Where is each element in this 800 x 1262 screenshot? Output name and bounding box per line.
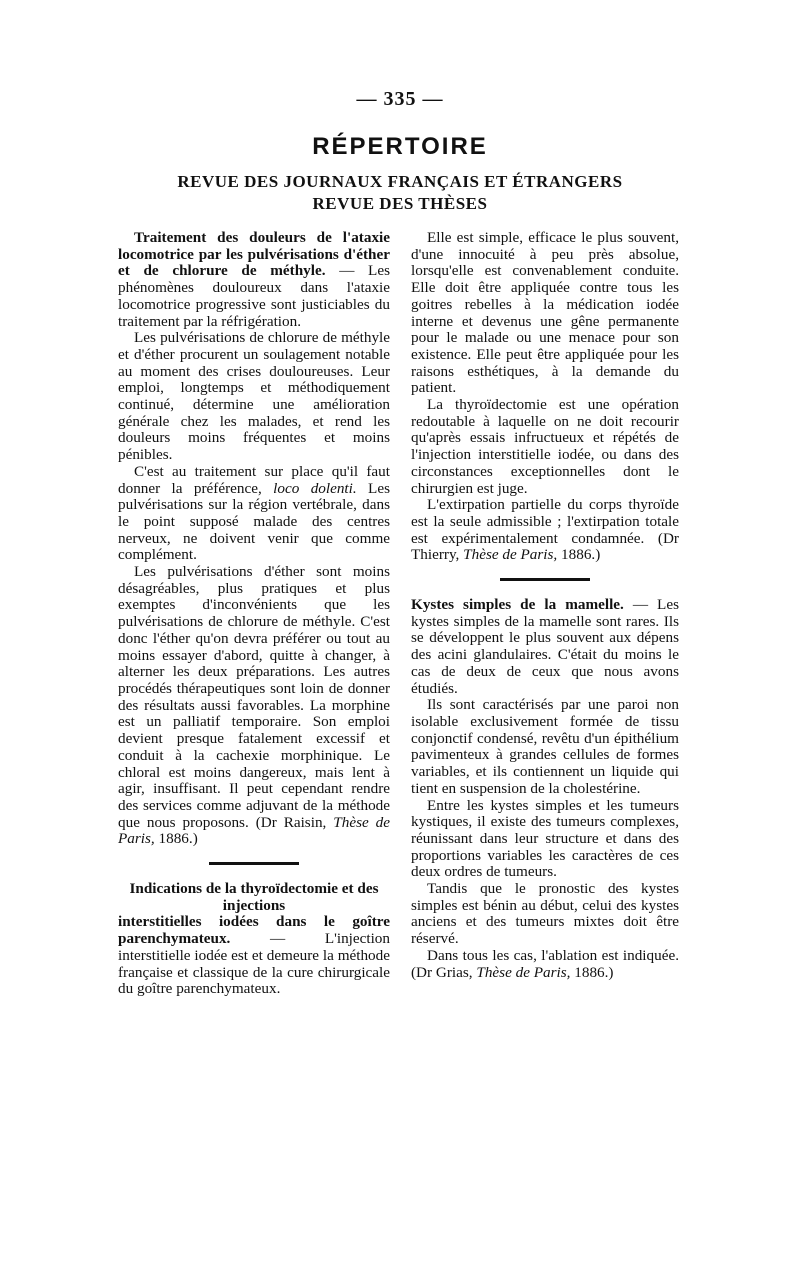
article-kystes-intro (411, 597, 679, 697)
article-title-thyroid-line1: Indications de la thyroïdectomie et des injections (129, 880, 379, 914)
citation-source: Thèse de Paris, (463, 546, 558, 564)
paragraph (411, 948, 679, 981)
paragraph: Elle est simple, efficace le plus souvent, d'une innocuité à peu près absolue, lorsqu'elle est convenablement conduite. Elle doit être appliquée contre tous les goitres rebelles à la médication iodée interne et devenus une gêne permanente pour le malade ou une menace pour son existence. Elle peut être appliquée pour les raisons esthétiques, à la demande du patient. (411, 229, 679, 397)
italic-term: loco dolenti. (273, 479, 357, 497)
article-title-kystes: Kystes simples de la mamelle. (411, 596, 624, 614)
paragraph: Entre les kystes simples et les tumeurs kystiques, il existe des tumeurs complexes, réunissant dans leur structure et dans des proportions variables les caractères de ces deux ordres de tumeurs. (411, 796, 679, 881)
article-separator (500, 578, 590, 581)
citation: (Dr Grias, (411, 963, 477, 981)
paragraph: La thyroïdectomie est une opération redoutable à laquelle on ne doit recourir qu'après essais infructueux et répétés de l'injection interstitielle iodée, ou dans des circonstances exceptionnelles dont le chirurgien est juge. (411, 396, 679, 497)
citation-source: Thèse de Paris, (476, 963, 571, 981)
text-span: Les pulvérisations d'éther sont moins désagréables, plus pratiques et plus exemptes d'inconvénients que les pulvérisations de chlorure de méthyle. C'est donc l'éther qu'on devra préférer ou tout au moins essayer d'abord, quitte à changer, à alterner les deux préparations. Les autres procédés thérapeutiques sont loin de donner des résultats aussi favorables. La morphine est un palliatif temporaire. Son emploi devient presque fatalement excessif et conduit à la cachexie morphinique. Le chloral est moins dangereux, mais lent à agir, insuffisant. Il peut cependant rendre des services comme adjuvant de la méthode que nous proposons. (118, 563, 390, 831)
page-number: — 335 — (356, 88, 444, 110)
article-thyroid-intro (118, 881, 390, 998)
article-title-ataxie: Traitement des douleurs de l'ataxie locomotrice par les pulvérisations d'éther et de chlorure de méthyle. (118, 229, 390, 280)
left-column (118, 230, 390, 998)
article-lead: — Les phénomènes douloureux dans l'ataxie locomotrice progressive sont justiciables du traitement par la réfrigération. (118, 262, 390, 330)
citation-year: 1886.) (557, 546, 601, 564)
right-column (411, 230, 679, 981)
citation-year: 1886.) (570, 963, 614, 981)
text-span: L'extirpation partielle du corps thyroïde est la seule admissible ; l'extirpation totale est expérimentalement condamnée. (411, 496, 679, 547)
paragraph (118, 464, 390, 564)
section-title: RÉPERTOIRE (312, 133, 488, 160)
text-span: C'est au traitement sur place qu'il faut donner la préférence, (118, 462, 390, 497)
text-span: Les pulvérisations sur la région vertébrale, dans le point supposé malade des centres nerveux, ne doivent venir que comme complément. (118, 479, 390, 564)
citation: (Dr Raisin, (248, 813, 334, 831)
article-ataxie-intro (118, 230, 390, 330)
paragraph (118, 564, 390, 848)
article-separator (209, 862, 299, 865)
citation: (Dr Thierry, (411, 529, 679, 564)
paragraph (411, 497, 679, 564)
subtitle-journals: REVUE DES JOURNAUX FRANÇAIS ET ÉTRANGERS (177, 172, 623, 191)
subtitle-theses: REVUE DES THÈSES (312, 194, 488, 213)
article-lead: — L'injection interstitielle iodée est et demeure la méthode française et classique de la cure chirurgicale du goître parenchymateux. (118, 930, 390, 998)
citation-source: Thèse de Paris, (118, 813, 390, 848)
text-span: Dans tous les cas, l'ablation est indiquée. (427, 946, 679, 964)
paragraph: Les pulvérisations de chlorure de méthyle et d'éther procurent un soulagement notable au moment des crises douloureuses. Leur emploi, longtemps et méthodiquement continué, détermine une amélioration générale chez les malades, et rend les douleurs moins fréquentes et moins pénibles. (118, 329, 390, 464)
citation-year: 1886.) (154, 830, 198, 848)
article-title-thyroid-rest: interstitielles iodées dans le goître parenchymateux. (118, 913, 390, 948)
paragraph: Tandis que le pronostic des kystes simples est bénin au début, celui des kystes anciens et des tumeurs mixtes doit être réservé. (411, 880, 679, 948)
paragraph: Ils sont caractérisés par une paroi non isolable exclusivement formée de tissu conjonctif condensé, revêtu d'un épithélium pavimenteux à grandes cellules de formes variables, et ils contiennent un liquide qui tient en suspension de la cholestérine. (411, 696, 679, 797)
article-lead: — Les kystes simples de la mamelle sont rares. Ils se développent le plus souvent aux dépens des acini glandulaires. C'était du moins le cas de deux de ceux que nous avons étudiés. (411, 596, 679, 697)
